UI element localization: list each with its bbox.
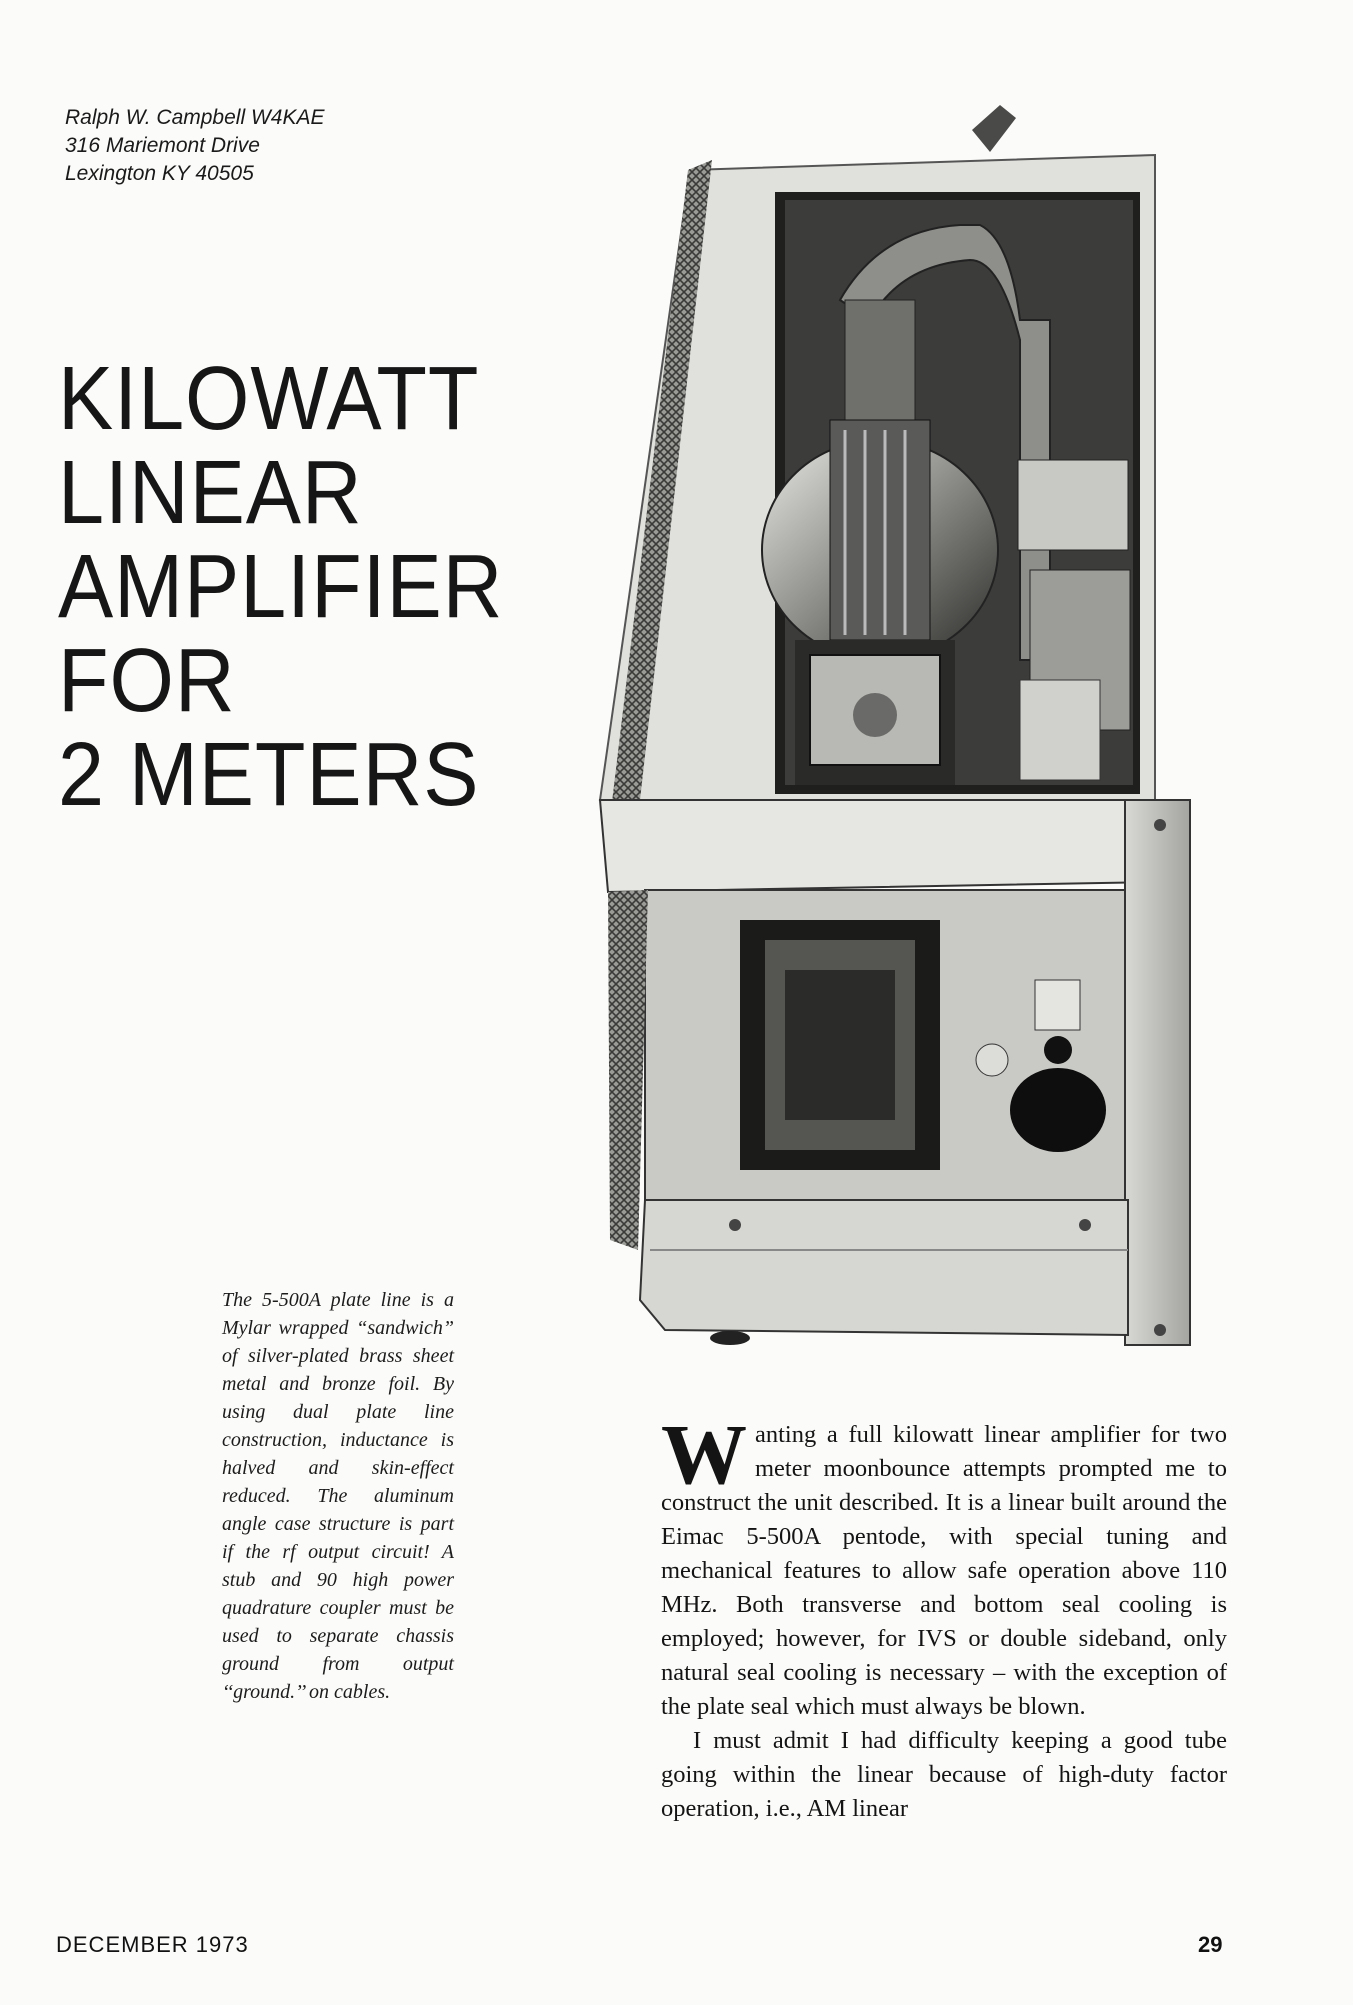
drop-cap: W (661, 1406, 747, 1502)
article-paragraph (661, 1406, 1227, 1724)
author-city: Lexington KY 40505 (65, 162, 254, 185)
photo-caption: The 5-500A plate line is a Mylar wrapped “sandwich” of silver-plated brass sheet metal and bronze foil. By using dual plate line construction, inductance is halved and skin-effect reduced. The aluminum angle case structure is part if the rf output circuit! A stub and 90 high power quadrature coupler must be used to separate chassis ground from output ‘‘ground.’’ on cables. (222, 1289, 454, 1703)
paragraph-text: anting a full kilowatt linear amplifier for two meter moonbounce attempts prompted me to construct the unit described. It is a linear built around the Eimac 5-500A pentode, with special tuning and mechanical features to allow safe operation above 110 MHz. Both transverse and bottom seal cooling is employed; however, for IVS or double sideband, only natural seal cooling is necessary – with the exception of the plate seal which must always be blown. (661, 1421, 1227, 1720)
title-line: AMPLIFIER (58, 537, 504, 637)
author-block (65, 104, 324, 188)
amplifier-photo (580, 100, 1240, 1365)
article-paragraph: I must admit I had difficulty keeping a good tube going within the linear because of high-duty factor operation, i.e., AM linear (661, 1727, 1227, 1822)
page-number: 29 (1198, 1932, 1223, 1957)
title-line: 2 METERS (58, 725, 480, 825)
article-title (58, 349, 542, 825)
article-body (661, 1406, 1227, 1826)
title-line: LINEAR (58, 443, 363, 543)
title-line: FOR (58, 631, 236, 731)
author-name: Ralph W. Campbell W4KAE (65, 106, 325, 129)
issue-date: DECEMBER 1973 (56, 1932, 249, 1957)
author-street: 316 Mariemont Drive (65, 134, 260, 157)
title-line: KILOWATT (58, 349, 480, 449)
